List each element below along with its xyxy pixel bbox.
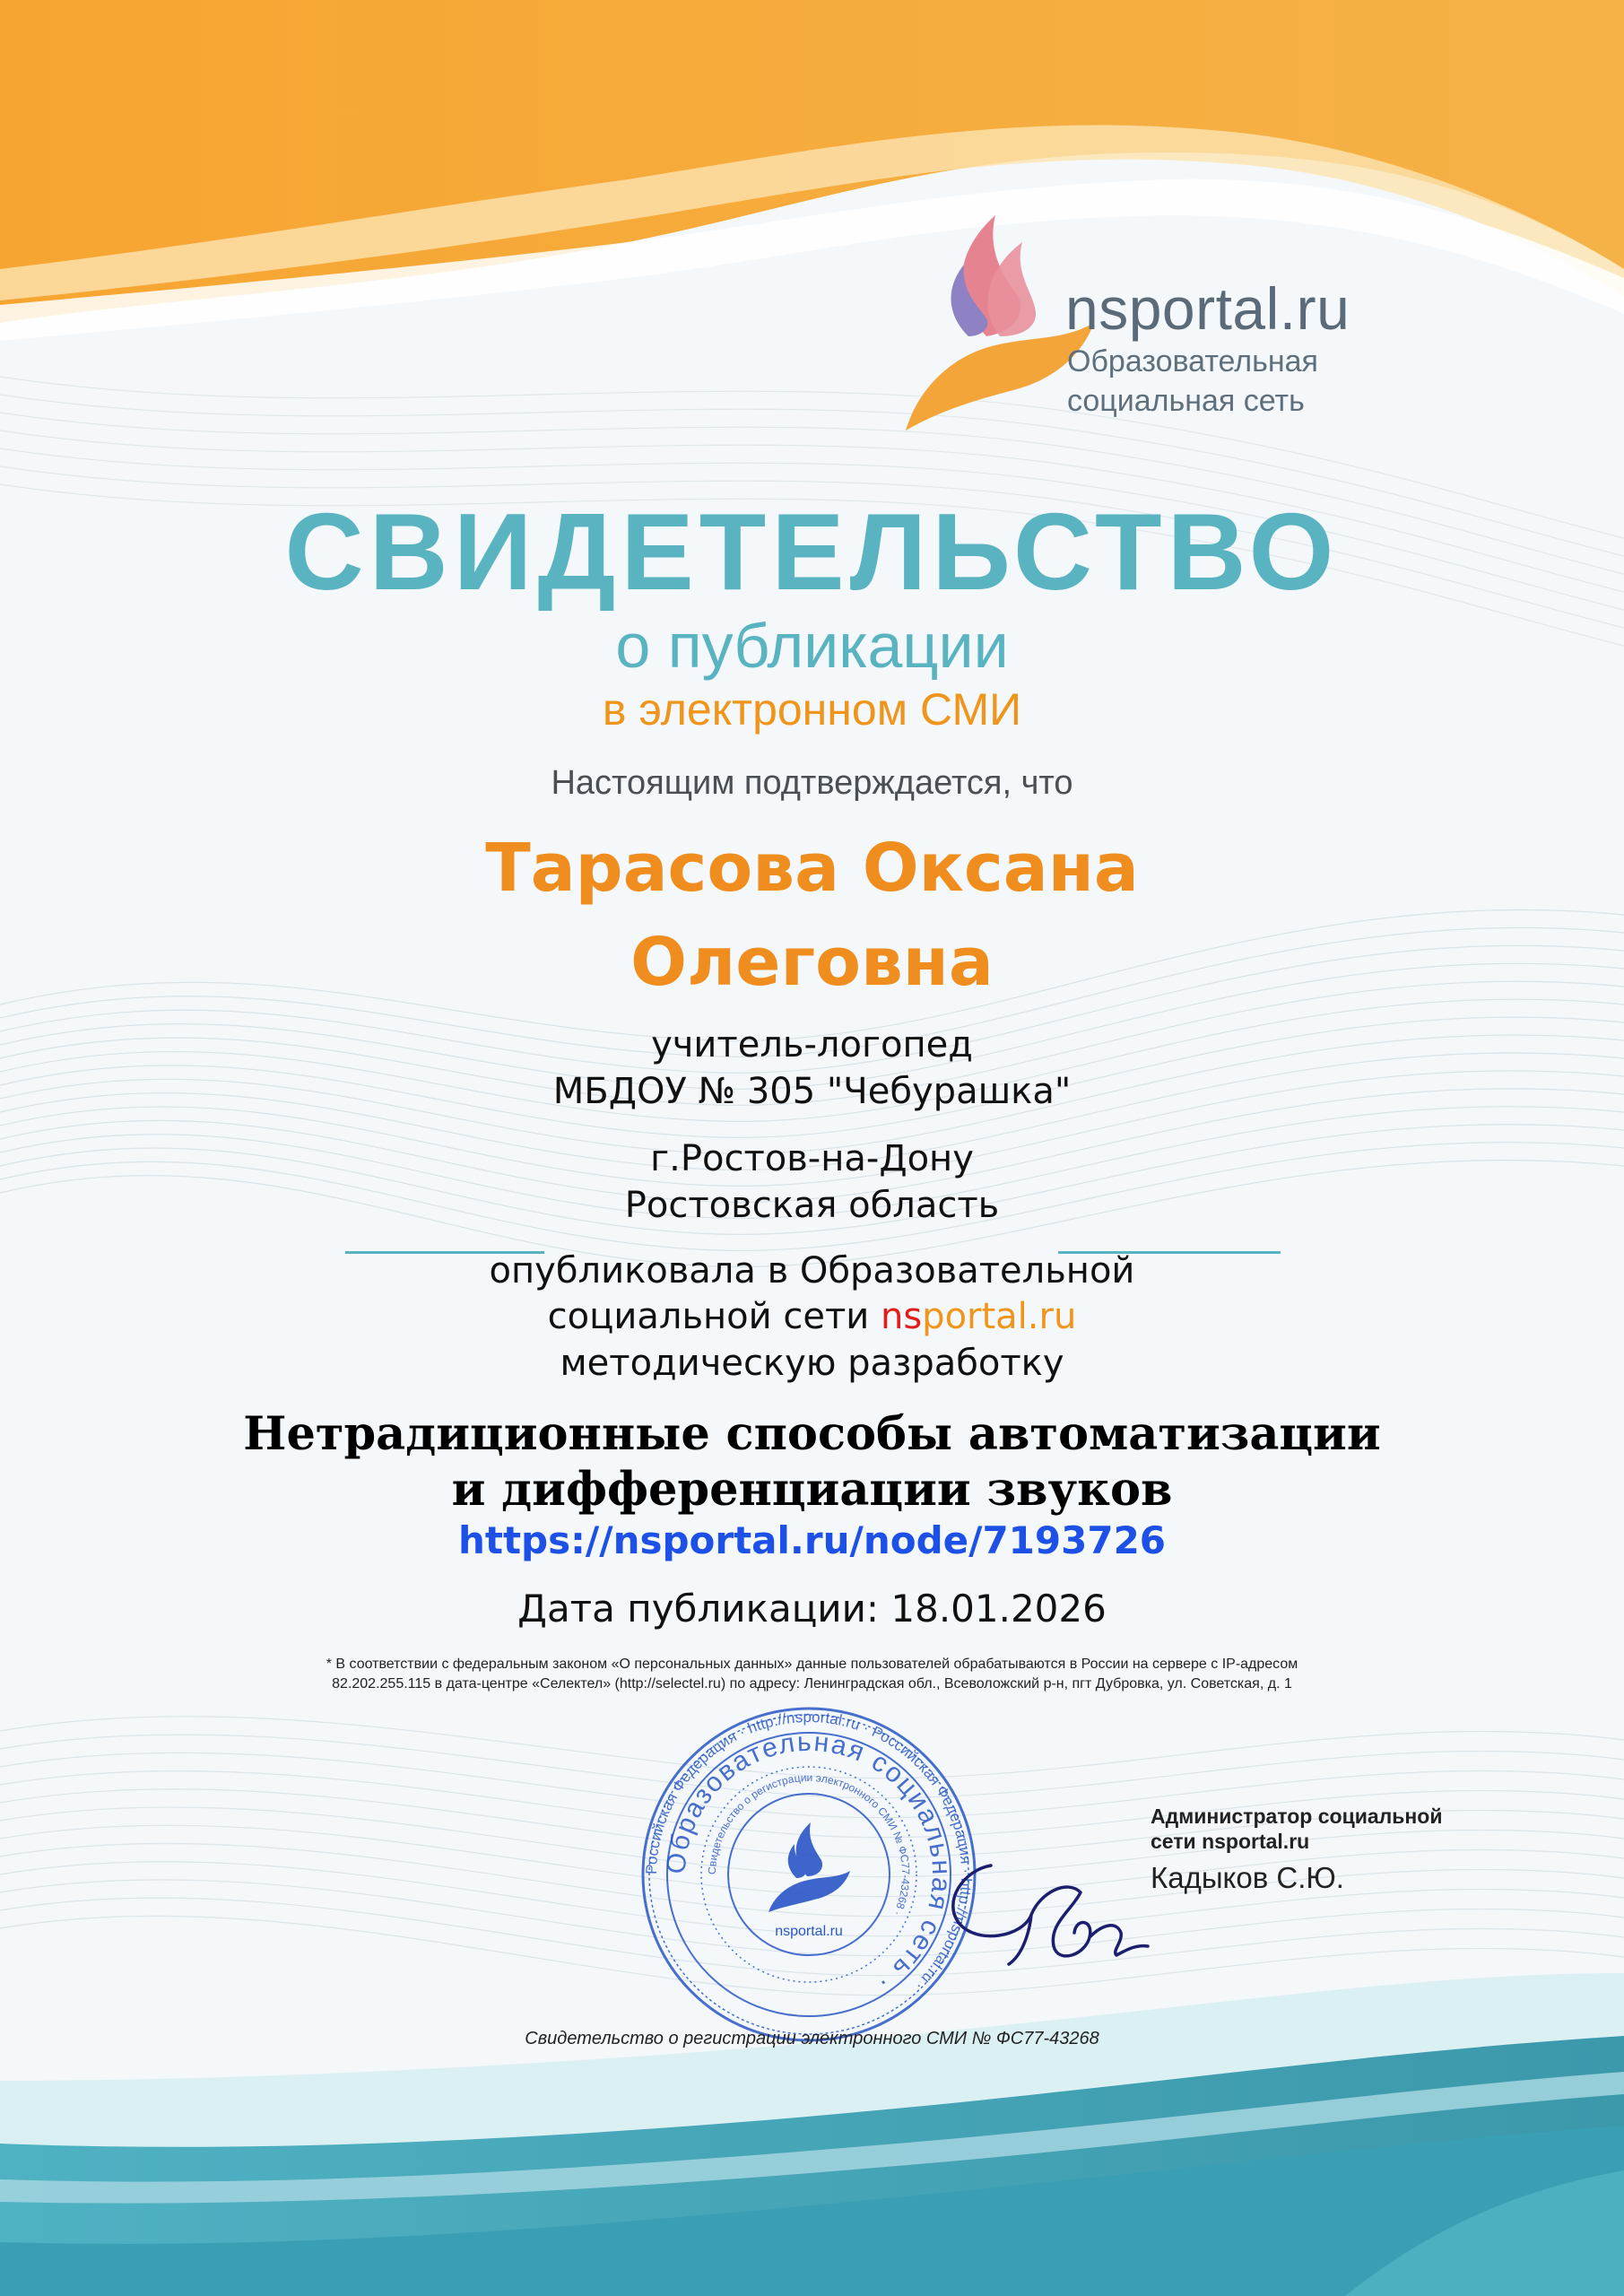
stamp-center-label: nsportal.ru (775, 1924, 843, 1939)
recipient-name-line1: Тарасова Оксана (485, 830, 1139, 907)
recipient-organization: МБДОУ № 305 "Чебурашка" (552, 1071, 1072, 1112)
footnote-line2: 82.202.255.115 в дата-центре «Селектел» (http://selectel.ru) по адресу: Ленинградская обл., Всеволожский р-н, пгт Дубровка, ул. Советская, д. 1 (332, 1676, 1292, 1692)
media-label: в электронном СМИ (602, 684, 1022, 735)
signature-icon (924, 1839, 1157, 1991)
publication-line3: методическую разработку (560, 1343, 1064, 1384)
publication-line2 (0, 1294, 1624, 1339)
recipient-name-line2: Олеговна (630, 924, 994, 1001)
stamp-outer-text: Российская Федерация · http://nsportal.ru · Российская Федерация · http://nsportal.ru · (642, 1708, 976, 1995)
certificate-subtitle: о публикации (615, 611, 1009, 681)
confirm-text: Настоящим подтверждается, что (551, 764, 1073, 802)
work-title (0, 1406, 1624, 1518)
publication-line1: опубликовала в Образовательной (489, 1250, 1135, 1292)
recipient-region: Ростовская область (624, 1185, 1000, 1226)
registration-text: Свидетельство о регистрации электронного СМИ № ФС77-43268 (525, 2029, 1099, 2048)
footnote-line1: * В соответствии с федеральным законом «О персональных данных» данные пользователей обрабатываются в России на сервере с IP-адресом (326, 1657, 1298, 1672)
admin-role-line2: сети nsportal.ru (1151, 1830, 1310, 1853)
brand-tagline-line2: социальная сеть (1067, 384, 1305, 418)
inline-brand-rest: portal.ru (922, 1296, 1077, 1337)
publication-line2-prefix: социальной сети (547, 1296, 881, 1337)
publication-url-link[interactable]: https://nsportal.ru/node/7193726 (457, 1518, 1167, 1562)
stamp-logo-icon (769, 1822, 850, 1912)
recipient-city: г.Ростов-на-Дону (650, 1138, 974, 1179)
brand-name: nsportal.ru (1065, 275, 1350, 342)
certificate-title: СВИДЕТЕЛЬСТВО (284, 491, 1340, 613)
admin-name: Кадыков С.Ю. (1151, 1861, 1344, 1894)
stamp-inner-text: Свидетельство о регистрации электронного СМИ № ФС77-43268 · (705, 1770, 913, 1918)
stamp-middle-text: Образовательная социальная сеть · (661, 1726, 957, 1999)
subtitle-row (0, 610, 1624, 682)
work-title-line2: и дифференциации звуков (451, 1463, 1173, 1517)
work-title-line1: Нетрадиционные способы автоматизации (243, 1407, 1381, 1461)
admin-role-line1: Администратор социальной (1151, 1805, 1443, 1828)
inline-brand-ns: ns (880, 1296, 923, 1337)
publication-date: Дата публикации: 18.01.2026 (517, 1587, 1107, 1631)
recipient-position: учитель-логопед (651, 1024, 973, 1065)
brand-tagline-line1: Образовательная (1067, 344, 1318, 378)
